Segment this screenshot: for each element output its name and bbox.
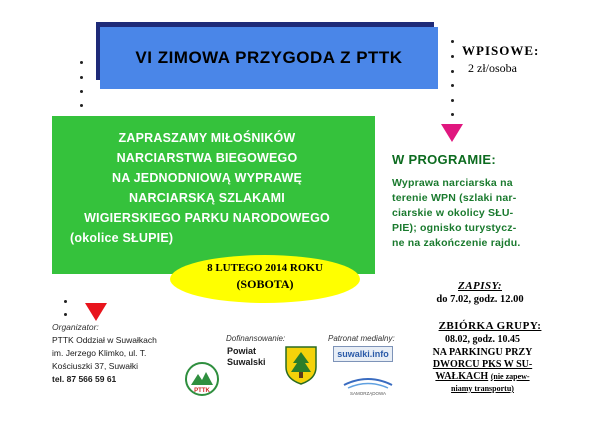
meeting-place-line — [400, 371, 565, 382]
program-line: PIE); ognisko turystycz- — [392, 222, 517, 234]
fee-label: WPISOWE: — [462, 43, 540, 58]
title-banner — [100, 27, 438, 89]
meeting-place-line: NA PARKINGU PRZY — [432, 347, 533, 358]
invitation-line: NA JEDNODNIOWĄ WYPRAWĘ — [111, 171, 303, 185]
decorative-dot — [451, 55, 454, 58]
meeting-heading: ZBIÓRKA GRUPY: — [438, 320, 542, 332]
decorative-dot — [80, 76, 83, 79]
page-title: VI ZIMOWA PRZYGODA Z PTTK — [135, 48, 403, 67]
program-line: Wyprawa narciarska na — [392, 177, 513, 189]
program-line: ciarskie w okolicy SŁU- — [392, 207, 514, 219]
invitation-place: (okolice SŁUPIE) — [70, 231, 174, 245]
invitation-line: WIGIERSKIEGO PARKU NARODOWEGO — [84, 211, 330, 225]
decorative-dot — [80, 104, 83, 107]
decorative-dot — [64, 300, 67, 303]
organizer-label: Organizator: — [52, 322, 99, 332]
funding-name: Suwalski — [227, 357, 266, 367]
transport-note-line — [400, 383, 565, 394]
invitation-line: NARCIARSTWA BIEGOWEGO — [116, 151, 298, 165]
program-line: terenie WPN (szlaki nar- — [392, 192, 517, 204]
fee-value: 2 zł/osoba — [468, 61, 517, 75]
event-day: (SOBOTA) — [236, 277, 294, 291]
invitation-line: NARCIARSKĄ SZLAKAMI — [129, 191, 285, 205]
powiat-crest-icon — [284, 345, 318, 385]
media-logo-text: SAMORZĄDOWA — [349, 391, 387, 396]
suwalki-info-logo — [333, 346, 393, 362]
decorative-dot — [451, 99, 454, 102]
meeting-place-station: DWORCU PKS W SU- — [432, 359, 533, 370]
triangle-down-icon — [441, 124, 463, 142]
organizer-address: im. Jerzego Klimko, ul. T. — [52, 348, 147, 358]
program-line: ne na zakończenie rajdu. — [392, 237, 521, 249]
meeting-place-city: WAŁKACH — [435, 371, 489, 382]
pttk-logo — [185, 362, 219, 396]
funding-name: Powiat — [227, 346, 257, 356]
invitation-line: ZAPRASZAMY MIŁOŚNIKÓW — [118, 131, 296, 145]
pttk-logo-text: PTTK — [194, 388, 210, 394]
decorative-dot — [451, 84, 454, 87]
organizer-name: PTTK Oddział w Suwałkach — [52, 335, 157, 345]
suwalki-info-logo-text: suwalki.info — [337, 349, 389, 359]
decorative-dot — [451, 40, 454, 43]
organizer-address: Kościuszki 37, Suwałki — [52, 361, 138, 371]
transport-note: niamy transportu) — [451, 384, 514, 393]
triangle-down-icon — [85, 303, 107, 321]
registration-deadline: do 7.02, godz. 12.00 — [436, 294, 524, 305]
organizer-phone: tel. 87 566 59 61 — [52, 374, 117, 384]
patronage-label: Patronat medialny: — [328, 334, 395, 343]
meeting-place-line — [400, 359, 565, 370]
registration-heading: ZAPISY: — [457, 280, 503, 292]
event-date: 8 LUTEGO 2014 ROKU — [207, 262, 323, 274]
program-heading: W PROGRAMIE: — [392, 152, 496, 167]
meeting-time: 08.02, godz. 10.45 — [445, 334, 520, 345]
decorative-dot — [451, 113, 454, 116]
decorative-dot — [80, 90, 83, 93]
media-logo — [340, 371, 396, 397]
transport-note: (nie zapew- — [490, 372, 530, 381]
funding-label: Dofinansowanie: — [226, 334, 286, 343]
decorative-dot — [451, 70, 454, 73]
decorative-dot — [80, 61, 83, 64]
decorative-dot — [64, 313, 67, 316]
